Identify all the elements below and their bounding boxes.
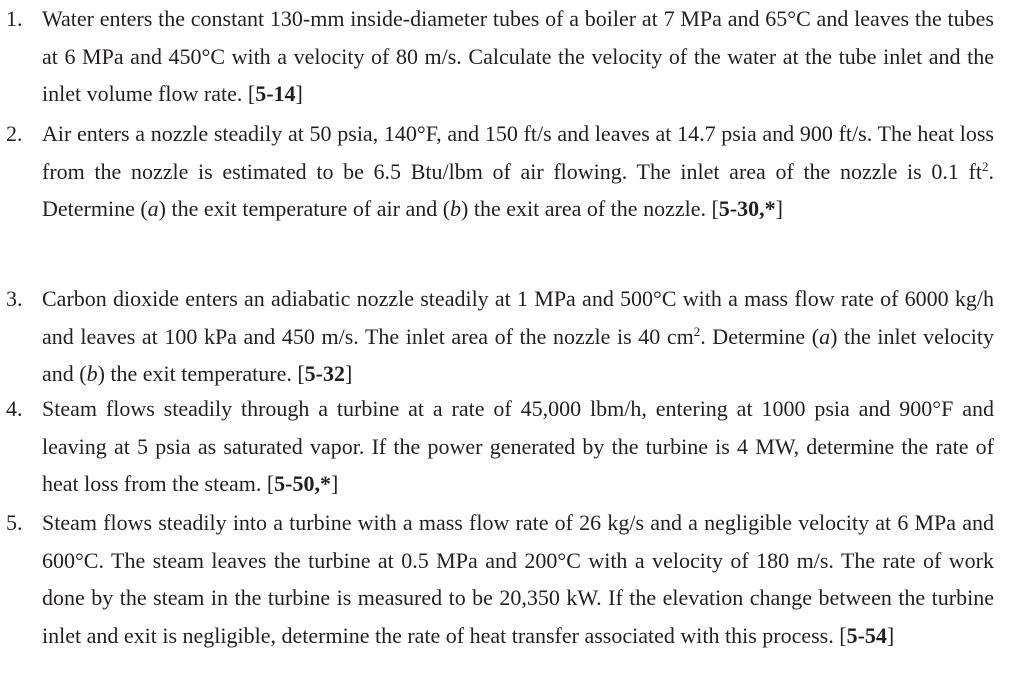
- problem-text: [42, 390, 994, 503]
- problem-number: 5.: [6, 510, 23, 535]
- reference-code: 5-50,*: [274, 471, 331, 496]
- part-label-a: a: [819, 323, 831, 349]
- reference-code: 5-30,*: [718, 196, 776, 221]
- problem-number: 2.: [6, 121, 23, 146]
- reference-code: 5-32: [304, 361, 345, 386]
- problem-statement: Carbon dioxide enters an adiabatic nozzle steadily at 1 MPa and 500°C with a mass flow rate of 6000 kg/h and leaves at 100 kPa and 450 m/s. The inlet area of the nozzle is 40 cm: [42, 286, 994, 349]
- problem-statement-cont: ) the exit temperature.: [97, 361, 292, 386]
- problem-statement-cont: . Determine (: [42, 158, 994, 221]
- problem-statement: Air enters a nozzle steadily at 50 psia, 140°F, and 150 ft/s and leaves at 14.7 psia and 900 ft/s. The heat loss from the nozzle is estimated to be 6.5 Btu/lbm of air flowing. The inlet area of the nozzle is 0.1 ft: [42, 121, 994, 184]
- problem-text: [42, 280, 994, 393]
- problem-statement-cont: . Determine (: [700, 323, 820, 349]
- problem-number: 3.: [6, 286, 23, 311]
- problem-statement-cont: ) the exit temperature of air and (: [158, 196, 451, 221]
- problem-number: 1.: [6, 6, 23, 31]
- problem-reference: [5-50,*]: [266, 471, 339, 496]
- part-label-b: b: [450, 196, 462, 221]
- problem-reference: [5-14]: [247, 81, 303, 106]
- problem-statement: Water enters the constant 130-mm inside-diameter tubes of a boiler at 7 MPa and 65°C and leaves the tubes at 6 MPa and 450°C with a velocity of 80 m/s. Calculate the velocity of the water at the tube inlet and the inlet volume flow rate.: [42, 6, 994, 106]
- reference-code: 5-14: [255, 81, 296, 106]
- superscript: 2: [693, 323, 701, 339]
- problem-text: [42, 504, 994, 654]
- part-label-b: b: [86, 361, 98, 386]
- reference-code: 5-54: [846, 622, 887, 648]
- part-label-a: a: [147, 196, 159, 221]
- problem-text: [42, 0, 994, 113]
- problem-statement: Steam flows steadily into a turbine with a mass flow rate of 26 kg/s and a negligible velocity at 6 MPa and 600°C. The steam leaves the turbine at 0.5 MPa and 200°C with a velocity of 180 m/s. The rate of work done by the steam in the turbine is measured to be 20,350 kW. If the elevation change between the turbine inlet and exit is negligible, determine the rate of heat transfer associated with this process.: [42, 510, 994, 648]
- problem-reference: [5-32]: [297, 361, 353, 386]
- problem-statement-cont: ) the exit area of the nozzle.: [461, 196, 706, 221]
- problem-text: [42, 115, 994, 228]
- problem-reference: [5-30,*]: [711, 196, 783, 221]
- problem-reference: [5-54]: [839, 622, 895, 648]
- problem-statement-cont: ) the inlet velocity and (: [42, 323, 994, 386]
- problem-number: 4.: [6, 396, 23, 421]
- superscript: 2: [982, 158, 989, 174]
- problem-statement: Steam flows steadily through a turbine at a rate of 45,000 lbm/h, entering at 1000 psia and 900°F and leaving at 5 psia as saturated vapor. If the power generated by the turbine is 4 MW, determine the rate of heat loss from the steam.: [42, 396, 994, 496]
